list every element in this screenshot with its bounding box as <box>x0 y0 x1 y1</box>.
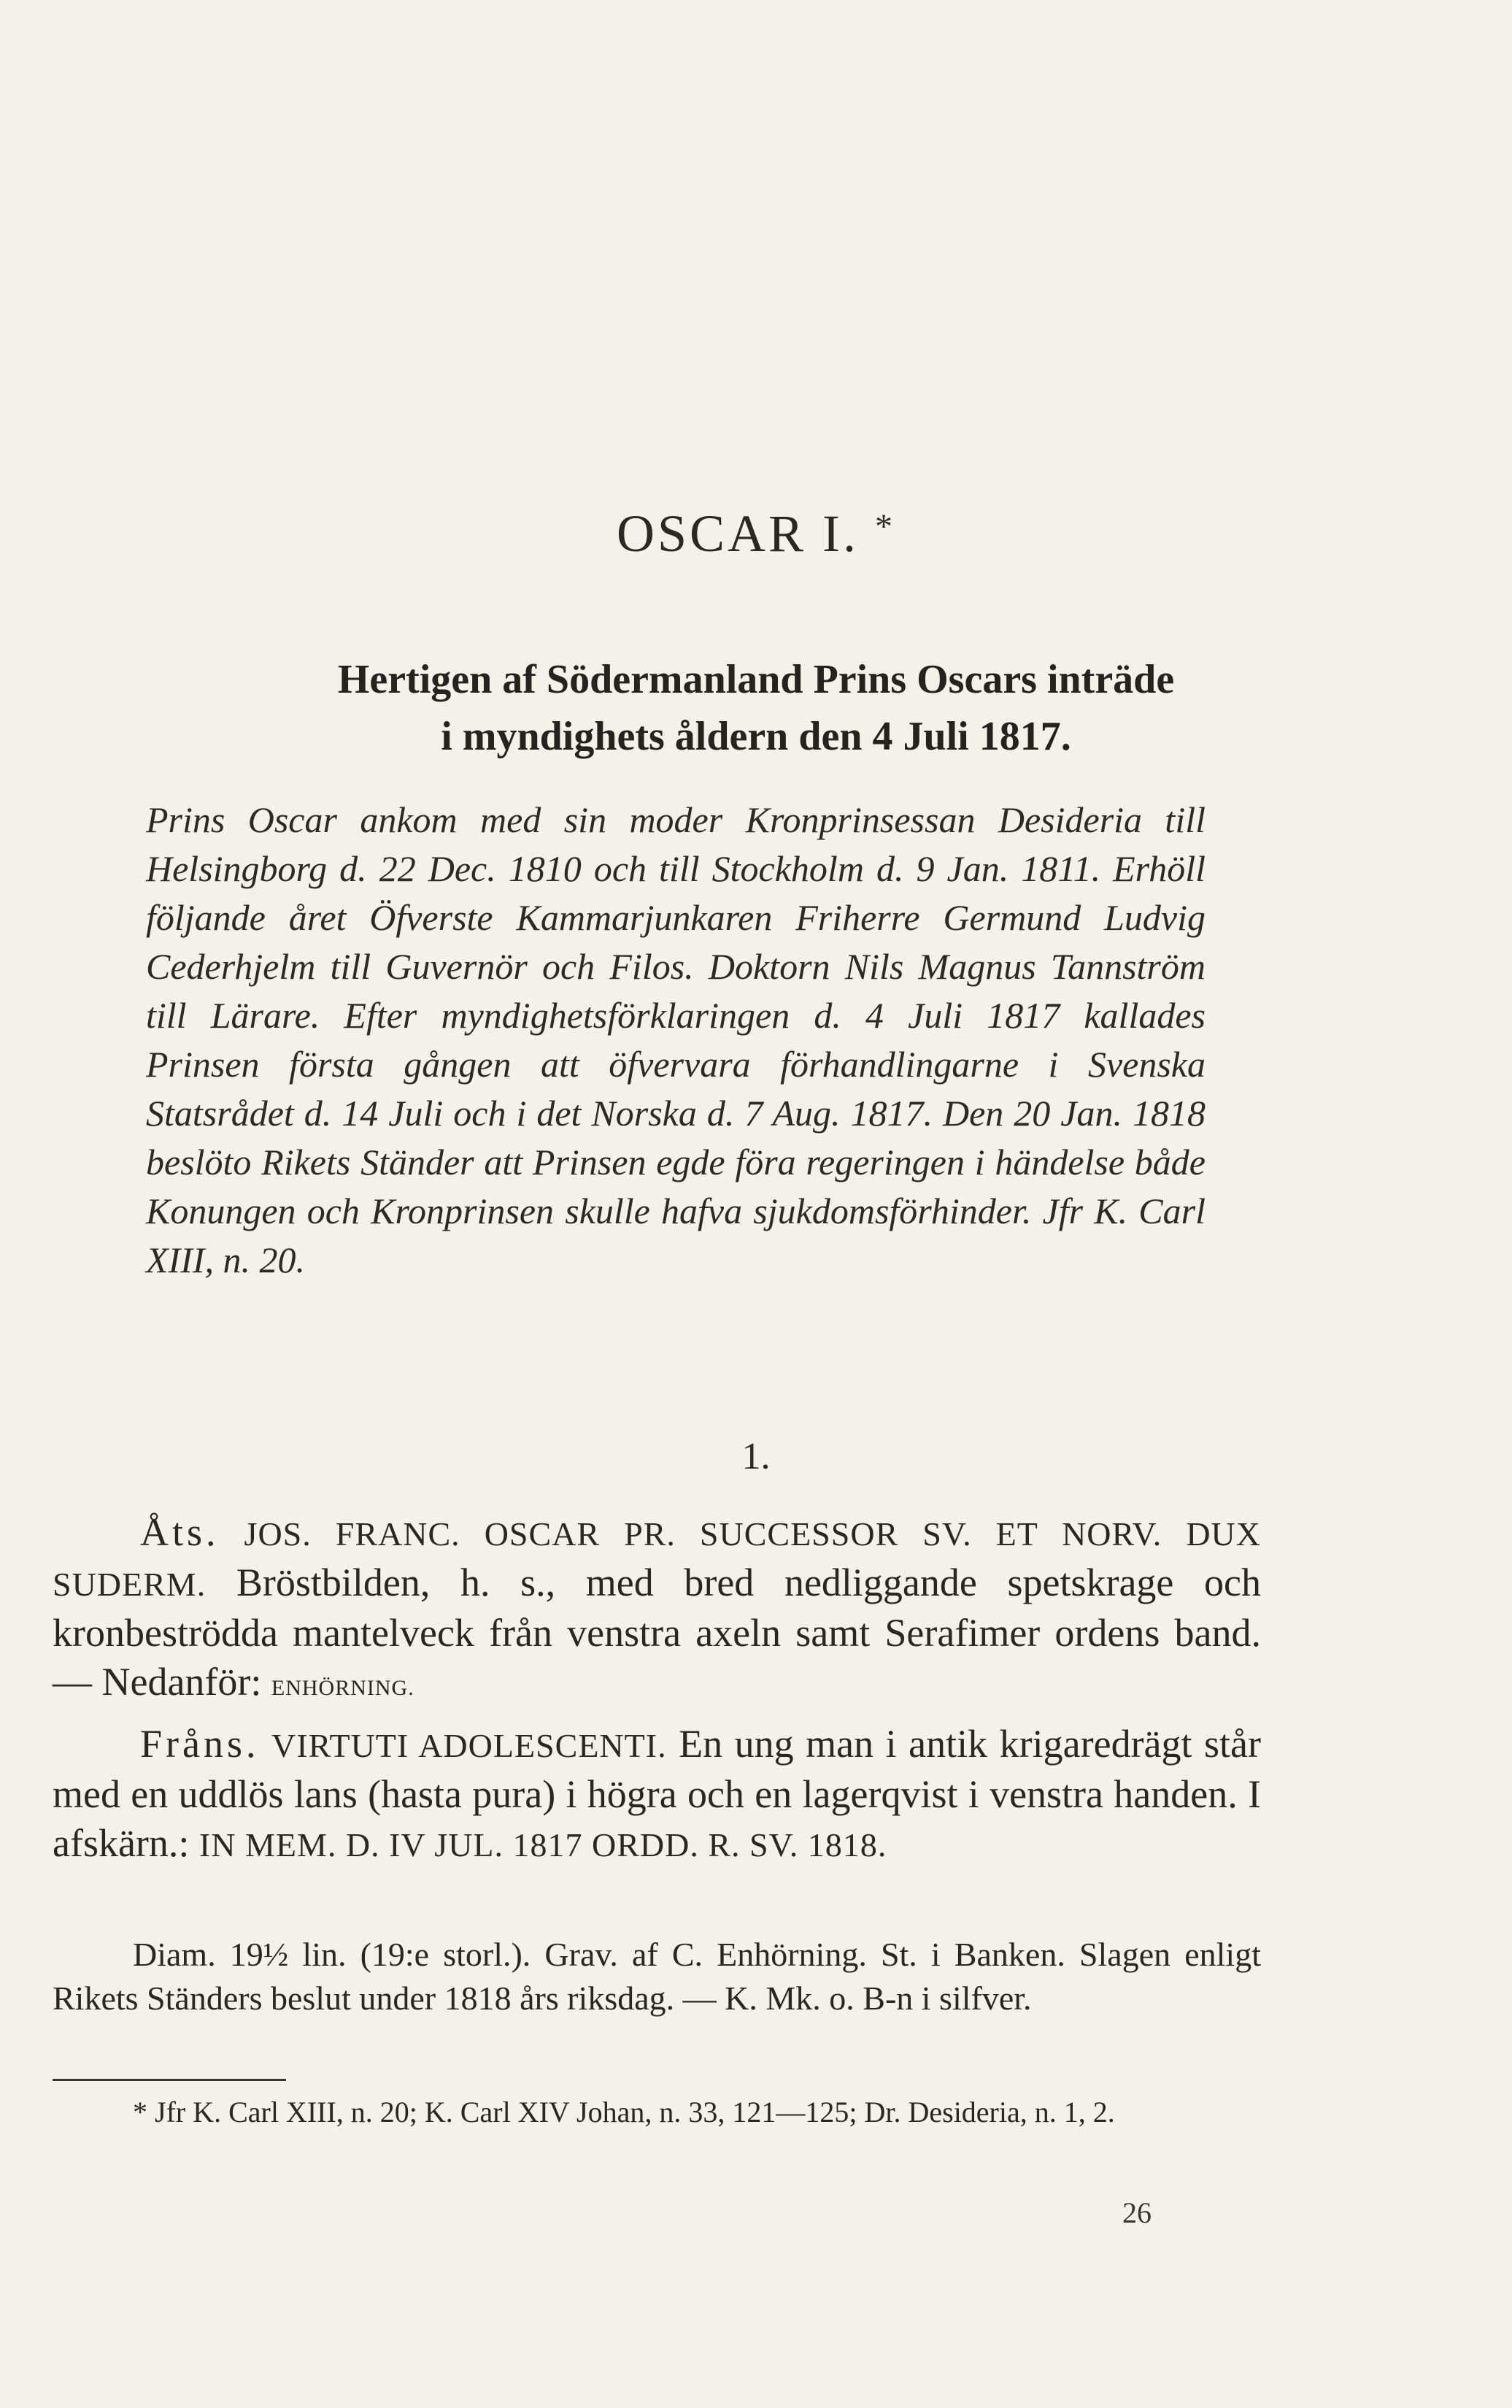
printer-signature-mark: 26 <box>1122 2196 1152 2229</box>
medal-details: Diam. 19½ lin. (19:e storl.). Grav. af C. Enhörning. St. i Banken. Slagen enligt Rikets Ständers beslut under 1818 års riksdag. — K. Mk. o. B-n i silfver. <box>53 1936 1261 2017</box>
reverse-exergue: IN MEM. D. IV JUL. 1817 ORDD. R. SV. 1818. <box>198 1826 887 1863</box>
obverse-label: Åts. <box>140 1510 220 1554</box>
obverse-description: Bröstbilden, h. s., med bred nedliggande spetskrage och kronbeströdda mantelveck från venstra axeln samt Serafimer ordens band. — Nedanför: <box>53 1561 1261 1704</box>
medal-number: 1. <box>741 1436 771 1477</box>
title-text: OSCAR I. <box>616 504 860 563</box>
title-footnote-marker: * <box>875 507 896 546</box>
intro-paragraph: Prins Oscar ankom med sin moder Kronprinsessan Desideria till Helsingborg d. 22 Dec. 1810 och till Stockholm d. 9 Jan. 1811. Erhöll följande året Öfverste Kammarjunkaren Friherre Germund Ludvig Cederhjelm till Guvernör och Filos. Doktorn Nils Magnus Tannström till Lärare. Efter myndighetsförklaringen d. 4 Juli 1817 kallades Prinsen första gången att öfvervara förhandlingarne i Svenska Statsrådet d. 14 Juli och i det Norska d. 7 Aug. 1817. Den 20 Jan. 1818 beslöto Rikets Ständer att Prinsen egde föra regeringen i händelse både Konungen och Kronprinsen skulle hafva sjukdomsförhinder. Jfr K. Carl XIII, n. 20. <box>146 799 1206 1280</box>
obverse-paragraph <box>53 1508 1261 1712</box>
engraver-signature: ENHÖRNING. <box>271 1676 414 1700</box>
reverse-description: En ung man i antik krigaredrägt står med en uddlös lans (hasta pura) i högra och en lagerqvist i venstra handen. I afskärn.: <box>53 1722 1262 1865</box>
heading-line-1: Hertigen af Södermanland Prins Oscars inträde <box>337 657 1175 702</box>
reverse-paragraph <box>53 1720 1261 1869</box>
footnote-divider <box>53 2079 286 2081</box>
heading-line-2: i myndighets åldern den 4 Juli 1817. <box>441 714 1071 759</box>
section-heading <box>0 651 1512 765</box>
page-title <box>0 504 1512 564</box>
reverse-label: Fråns. <box>140 1722 260 1766</box>
reverse-legend: VIRTUTI ADOLESCENTI. <box>271 1727 667 1764</box>
obverse-legend: JOS. FRANC. OSCAR PR. SUCCESSOR SV. ET NORV. DUX SUDERM. <box>53 1515 1261 1603</box>
footnote: * Jfr K. Carl XIII, n. 20; K. Carl XIV Johan, n. 33, 121—125; Dr. Desideria, n. 1, 2. <box>133 2096 1115 2128</box>
